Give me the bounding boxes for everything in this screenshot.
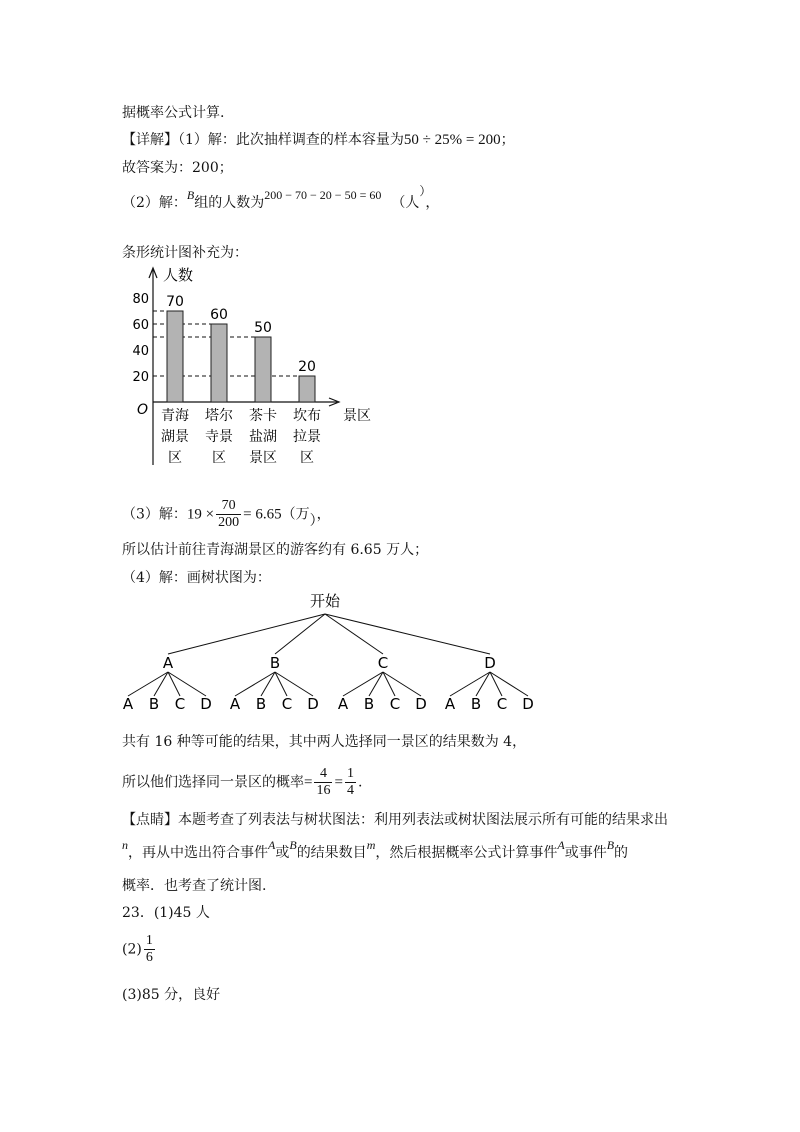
detail-label: 【详解】（1）解：此次抽样调查的样本容量为 bbox=[122, 132, 404, 148]
text-line-6 bbox=[122, 498, 331, 531]
tree-node-level2: B bbox=[470, 695, 482, 713]
text-line-11: 【点睛】本题考查了列表法与树状图法：利用列表法或树状图法展示所有可能的结果求出 bbox=[122, 812, 668, 828]
sample-size-formula: 50 ÷ 25% = 200 bbox=[403, 132, 501, 148]
category-label: 区 bbox=[168, 450, 182, 466]
var-a: A bbox=[268, 838, 276, 852]
tree-node-level1: C bbox=[377, 654, 389, 672]
category-label: 盐湖 bbox=[249, 429, 277, 445]
x-axis-label: 景区 bbox=[343, 408, 371, 424]
group-b-formula: 200 − 70 − 20 − 50 = 60 bbox=[264, 188, 382, 202]
punct: ， bbox=[425, 195, 440, 211]
category-label: 湖景 bbox=[161, 429, 189, 445]
category-label: 塔尔 bbox=[205, 408, 233, 424]
text-line-13: 概率．也考查了统计图. bbox=[122, 878, 267, 894]
part2-label: （2）解： bbox=[122, 195, 187, 211]
formula-part: 19 × bbox=[186, 506, 215, 523]
tree-branch bbox=[369, 672, 383, 696]
text-line-10 bbox=[122, 766, 362, 799]
text-seg: 所以他们选择同一景区的概率 bbox=[122, 774, 304, 791]
text-seg: 或事件 bbox=[564, 845, 607, 861]
category-label: 茶卡 bbox=[249, 408, 277, 424]
var-b: B bbox=[186, 188, 195, 202]
tree-branch bbox=[343, 672, 383, 696]
y-tick-label: 20 bbox=[132, 370, 149, 385]
numerator: 4 bbox=[314, 766, 332, 783]
text-seg: 的 bbox=[614, 845, 629, 861]
text-line-8: （4）解：画树状图为： bbox=[122, 570, 271, 586]
tree-branch bbox=[476, 672, 490, 696]
bar-value-label: 50 bbox=[254, 320, 272, 336]
fraction-1-4 bbox=[345, 766, 356, 799]
tree-node-level1: A bbox=[162, 654, 174, 672]
tree-branch bbox=[168, 614, 325, 654]
tree-branch bbox=[235, 672, 275, 696]
tree-node-level2: A bbox=[122, 695, 134, 713]
tree-node-level2: A bbox=[337, 695, 349, 713]
fraction-4-16 bbox=[314, 766, 332, 799]
tree-branch bbox=[154, 672, 168, 696]
category-label: 区 bbox=[300, 450, 314, 466]
text-line-4 bbox=[122, 184, 440, 213]
fraction-1-6 bbox=[144, 933, 155, 966]
denominator: 16 bbox=[316, 783, 331, 798]
text-seg: ，然后根据概率公式计算事件 bbox=[375, 845, 558, 861]
text-line-12 bbox=[122, 838, 629, 863]
bar bbox=[255, 337, 271, 402]
equals: = bbox=[334, 774, 343, 791]
tree-node-level1: B bbox=[269, 654, 281, 672]
punct: ； bbox=[500, 132, 515, 148]
bar bbox=[299, 376, 315, 402]
var-b: B bbox=[289, 838, 297, 852]
bar bbox=[167, 311, 183, 402]
paren: ） bbox=[309, 512, 317, 529]
answer-23-3: (3)85 分，良好 bbox=[122, 987, 221, 1003]
text-line-2 bbox=[122, 130, 515, 150]
tree-node-level2: B bbox=[255, 695, 267, 713]
text-seg: 或 bbox=[275, 845, 290, 861]
tree-branch bbox=[325, 614, 383, 654]
origin-label: O bbox=[137, 402, 149, 418]
numerator: 1 bbox=[346, 766, 354, 781]
text-seg: (2) bbox=[122, 941, 142, 958]
tree-branch bbox=[325, 614, 490, 654]
tree-node-level2: D bbox=[307, 695, 319, 713]
tree-node-level2: C bbox=[281, 695, 293, 713]
tree-node-level2: D bbox=[415, 695, 427, 713]
category-label: 青海 bbox=[161, 408, 189, 424]
var-m: m bbox=[366, 838, 376, 852]
bar-value-label: 20 bbox=[298, 359, 316, 375]
category-label: 寺景 bbox=[205, 429, 233, 445]
category-label: 景区 bbox=[249, 450, 277, 466]
equals: = bbox=[304, 774, 313, 791]
answer-23-1: 23．(1)45 人 bbox=[122, 905, 210, 921]
denominator: 4 bbox=[346, 783, 354, 798]
tree-node-level2: C bbox=[174, 695, 186, 713]
tree-node-level2: B bbox=[363, 695, 375, 713]
var-a: A bbox=[557, 838, 565, 852]
text-line-1: 据概率公式计算. bbox=[122, 105, 225, 121]
tree-node-level2: D bbox=[522, 695, 534, 713]
unit: （人 bbox=[391, 195, 420, 211]
denominator: 6 bbox=[145, 950, 153, 965]
text-line-5: 条形统计图补充为： bbox=[122, 245, 248, 261]
text-seg: 组的人数为 bbox=[194, 195, 265, 211]
bar-chart bbox=[115, 260, 395, 475]
tree-node-level2: C bbox=[496, 695, 508, 713]
text-seg: 的结果数目 bbox=[296, 845, 367, 861]
punct: ， bbox=[316, 506, 331, 523]
text-line-9: 共有 16 种等可能的结果，其中两人选择同一景区的结果数为 4， bbox=[122, 734, 527, 750]
category-label: 拉景 bbox=[293, 429, 321, 445]
tree-branch bbox=[261, 672, 275, 696]
paren: ） bbox=[419, 184, 426, 198]
bar-value-label: 60 bbox=[210, 307, 228, 323]
formula-result: = 6.65 bbox=[243, 506, 282, 523]
tree-diagram bbox=[110, 588, 550, 718]
y-tick-label: 80 bbox=[132, 292, 149, 307]
tree-node-level2: C bbox=[389, 695, 401, 713]
text-line-7: 所以估计前往青海湖景区的游客约有 6.65 万人； bbox=[122, 542, 429, 558]
answer-23-2 bbox=[122, 933, 157, 966]
unit: （万 bbox=[281, 506, 310, 523]
tree-node-level1: D bbox=[484, 654, 496, 672]
category-label: 坎布 bbox=[293, 408, 321, 424]
category-label: 区 bbox=[212, 450, 226, 466]
bar-value-label: 70 bbox=[166, 294, 184, 310]
bar bbox=[211, 324, 227, 402]
y-tick-label: 40 bbox=[132, 344, 149, 359]
punct: . bbox=[357, 774, 363, 791]
text-line-3: 故答案为：200； bbox=[122, 160, 233, 176]
numerator: 70 bbox=[216, 498, 241, 515]
tree-node-level2: A bbox=[444, 695, 456, 713]
text-seg: ，再从中选出符合事件 bbox=[128, 845, 268, 861]
tree-node-level2: B bbox=[148, 695, 160, 713]
var-n: n bbox=[122, 838, 128, 852]
tree-branch bbox=[128, 672, 168, 696]
tree-root-label: 开始 bbox=[309, 592, 341, 610]
numerator: 1 bbox=[145, 933, 153, 948]
fraction-70-200 bbox=[216, 498, 241, 531]
var-b: B bbox=[606, 838, 615, 852]
part3-label: （3）解： bbox=[122, 506, 187, 523]
tree-node-level2: D bbox=[200, 695, 212, 713]
y-axis-label: 人数 bbox=[163, 266, 194, 284]
y-tick-label: 60 bbox=[132, 318, 149, 333]
denominator: 200 bbox=[218, 515, 240, 530]
tree-node-level2: A bbox=[229, 695, 241, 713]
tree-branch bbox=[450, 672, 490, 696]
